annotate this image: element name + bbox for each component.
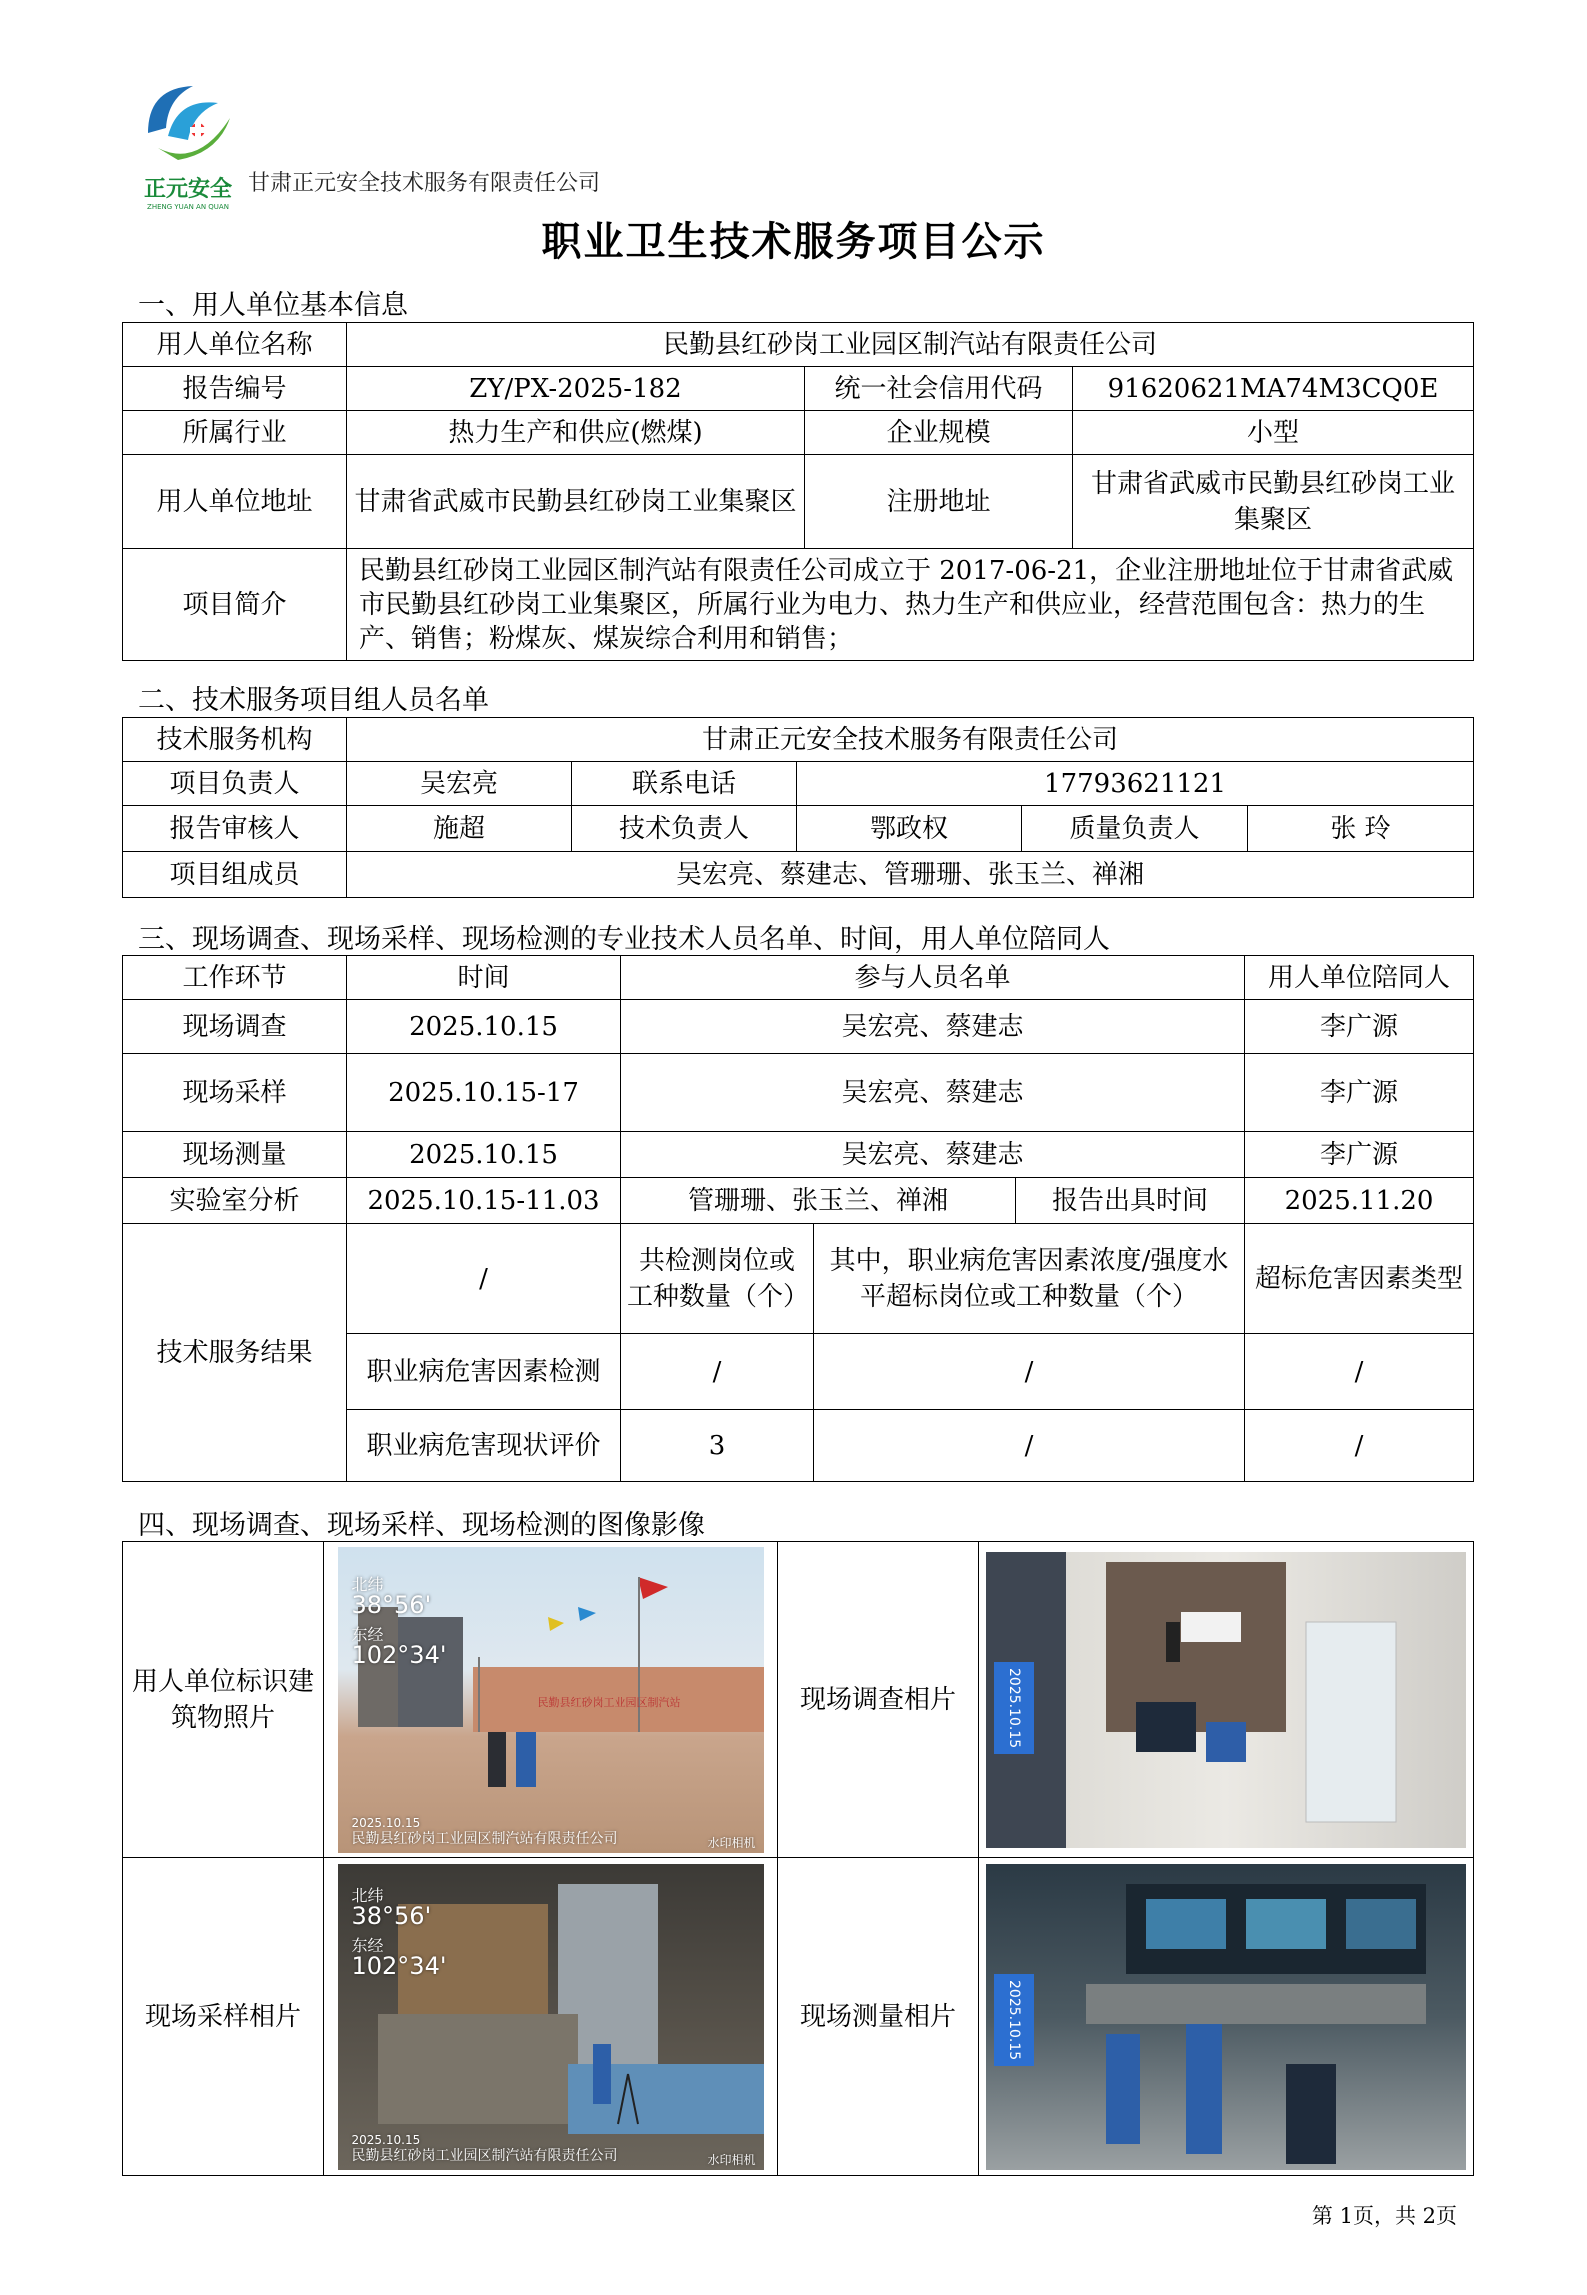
table-row — [123, 1132, 1474, 1178]
result-over: / — [814, 1334, 1245, 1410]
unit-name-label: 用人单位名称 — [123, 323, 347, 367]
fw-report-time: 2025.11.20 — [1245, 1178, 1474, 1224]
gate-sign: 民勤县红砂岗工业园区制汽站 — [537, 1695, 681, 1709]
page-number: 第 1页，共 2页 — [1311, 2204, 1457, 2228]
reg-address-value: 甘肃省武威市民勤县红砂岗工业集聚区 — [1073, 455, 1474, 549]
unit-name-value: 民勤县红砂岗工业园区制汽站有限责任公司 — [347, 323, 1474, 367]
fw-people: 吴宏亮、蔡建志 — [621, 1054, 1245, 1132]
reviewer-label: 报告审核人 — [123, 806, 347, 852]
result-type: / — [1245, 1410, 1474, 1482]
quality-label: 质量负责人 — [1022, 806, 1248, 852]
fw-header-people: 参与人员名单 — [621, 956, 1245, 1000]
fw-people: 吴宏亮、蔡建志 — [621, 1132, 1245, 1178]
fieldwork-table — [122, 955, 1474, 1482]
photo3-caption: 民勤县红砂岗工业园区制汽站有限责任公司 — [351, 2147, 618, 2164]
table-row — [123, 1054, 1474, 1132]
fw-time: 2025.10.15 — [347, 1000, 621, 1054]
photo1-lat-label: 北纬 — [351, 1574, 384, 1594]
result-label: 技术服务结果 — [123, 1224, 347, 1482]
org-label: 技术服务机构 — [123, 718, 347, 762]
members-value: 吴宏亮、蔡建志、管珊珊、张玉兰、禅湘 — [347, 852, 1474, 898]
photo3-date: 2025.10.15 — [351, 2132, 421, 2147]
industry-label: 所属行业 — [123, 411, 347, 455]
fw-header-stage: 工作环节 — [123, 956, 347, 1000]
photo3-lat-label: 北纬 — [351, 1885, 384, 1905]
office-scene-icon — [986, 1552, 1466, 1848]
fw-escort: 李广源 — [1245, 1132, 1474, 1178]
quality-value: 张 玲 — [1248, 806, 1474, 852]
photo2-stamp: 2025.10.15 — [994, 1662, 1034, 1754]
basic-info-table — [122, 322, 1474, 661]
fw-escort: 李广源 — [1245, 1054, 1474, 1132]
photo4-stamp: 2025.10.15 — [994, 1974, 1034, 2066]
fw-report-time-label: 报告出具时间 — [1016, 1178, 1245, 1224]
credit-code-label: 统一社会信用代码 — [805, 367, 1073, 411]
section-4-title: 四、现场调查、现场采样、现场检测的图像影像 — [138, 1510, 705, 1541]
result-header-over: 其中，职业病危害因素浓度/强度水平超标岗位或工种数量（个） — [814, 1224, 1245, 1334]
fw-stage: 现场调查 — [123, 1000, 347, 1054]
report-no-label: 报告编号 — [123, 367, 347, 411]
scale-value: 小型 — [1073, 411, 1474, 455]
company-name: 甘肃正元安全技术服务有限责任公司 — [248, 171, 601, 196]
logo-text: 正元安全 — [143, 177, 232, 202]
reg-address-label: 注册地址 — [805, 455, 1073, 549]
sampling-photo — [338, 1864, 764, 2170]
table-row — [123, 1000, 1474, 1054]
fw-time: 2025.10.15 — [347, 1132, 621, 1178]
result-header-slash: / — [347, 1224, 621, 1334]
control-room-scene-icon — [986, 1864, 1466, 2170]
credit-code-value: 91620621MA74M3CQ0E — [1073, 367, 1474, 411]
photo-table — [122, 1541, 1474, 2176]
result-type: / — [1245, 1334, 1474, 1410]
result-over: / — [814, 1410, 1245, 1482]
result-count: / — [621, 1334, 814, 1410]
logo-emblem-icon — [138, 78, 238, 168]
fw-stage: 现场采样 — [123, 1054, 347, 1132]
section-2-title: 二、技术服务项目组人员名单 — [138, 685, 489, 716]
intro-value: 民勤县红砂岗工业园区制汽站有限责任公司成立于 2017-06-21，企业注册地址位于甘肃省武威市民勤县红砂岗工业集聚区，所属行业为电力、热力生产和供应业，经营范围包含：热力的生产、销售；粉煤灰、煤炭综合利用和销售； — [347, 549, 1474, 661]
intro-label: 项目简介 — [123, 549, 347, 661]
industry-value: 热力生产和供应(燃煤) — [347, 411, 805, 455]
fw-stage: 现场测量 — [123, 1132, 347, 1178]
table-row — [123, 1178, 1474, 1224]
team-table — [122, 717, 1474, 898]
photo1-label: 用人单位标识建筑物照片 — [123, 1542, 324, 1858]
fw-lab-people: 管珊珊、张玉兰、禅湘 — [621, 1178, 1016, 1224]
fw-header-time: 时间 — [347, 956, 621, 1000]
reviewer-value: 施超 — [347, 806, 572, 852]
section-1-title: 一、用人单位基本信息 — [138, 290, 408, 321]
result-count: 3 — [621, 1410, 814, 1482]
photo3-label: 现场采样相片 — [123, 1858, 324, 2176]
photo1-lon-label: 东经 — [351, 1624, 384, 1644]
logo-subtext: ZHENG YUAN AN QUAN — [147, 203, 229, 211]
report-no-value: ZY/PX-2025-182 — [347, 367, 805, 411]
fw-lab-time: 2025.10.15-11.03 — [347, 1178, 621, 1224]
phone-value: 17793621121 — [797, 762, 1474, 806]
photo1-lon: 102°34' — [351, 1640, 447, 1669]
measurement-photo — [986, 1864, 1466, 2170]
phone-label: 联系电话 — [572, 762, 797, 806]
tech-value: 鄂政权 — [797, 806, 1022, 852]
photo1-date: 2025.10.15 — [351, 1815, 421, 1830]
page-title: 职业卫生技术服务项目公示 — [541, 218, 1046, 265]
leader-value: 吴宏亮 — [347, 762, 572, 806]
leader-label: 项目负责人 — [123, 762, 347, 806]
result-item: 职业病危害现状评价 — [347, 1410, 621, 1482]
photo1-lat: 38°56' — [351, 1590, 432, 1619]
building-photo — [338, 1547, 764, 1853]
photo3-lon: 102°34' — [351, 1951, 447, 1980]
org-value: 甘肃正元安全技术服务有限责任公司 — [347, 718, 1474, 762]
section-3-title: 三、现场调查、现场采样、现场检测的专业技术人员名单、时间，用人单位陪同人 — [138, 924, 1110, 955]
photo3-watermark: 水印相机 — [707, 2152, 756, 2167]
survey-photo — [986, 1552, 1466, 1848]
photo1-watermark: 水印相机 — [707, 1835, 756, 1850]
scale-label: 企业规模 — [805, 411, 1073, 455]
photo3-lon-label: 东经 — [351, 1935, 384, 1955]
tech-label: 技术负责人 — [572, 806, 797, 852]
address-label: 用人单位地址 — [123, 455, 347, 549]
members-label: 项目组成员 — [123, 852, 347, 898]
result-header-count: 共检测岗位或工种数量（个） — [621, 1224, 814, 1334]
fw-people: 吴宏亮、蔡建志 — [621, 1000, 1245, 1054]
photo1-caption: 民勤县红砂岗工业园区制汽站有限责任公司 — [351, 1830, 618, 1847]
company-logo — [138, 78, 238, 211]
result-item: 职业病危害因素检测 — [347, 1334, 621, 1410]
fw-time: 2025.10.15-17 — [347, 1054, 621, 1132]
photo2-label: 现场调查相片 — [778, 1542, 979, 1858]
address-value: 甘肃省武威市民勤县红砂岗工业集聚区 — [347, 455, 805, 549]
fw-header-escort: 用人单位陪同人 — [1245, 956, 1474, 1000]
result-header-type: 超标危害因素类型 — [1245, 1224, 1474, 1334]
fw-lab-stage: 实验室分析 — [123, 1178, 347, 1224]
fw-escort: 李广源 — [1245, 1000, 1474, 1054]
photo4-label: 现场测量相片 — [778, 1858, 979, 2176]
photo3-lat: 38°56' — [351, 1901, 432, 1930]
